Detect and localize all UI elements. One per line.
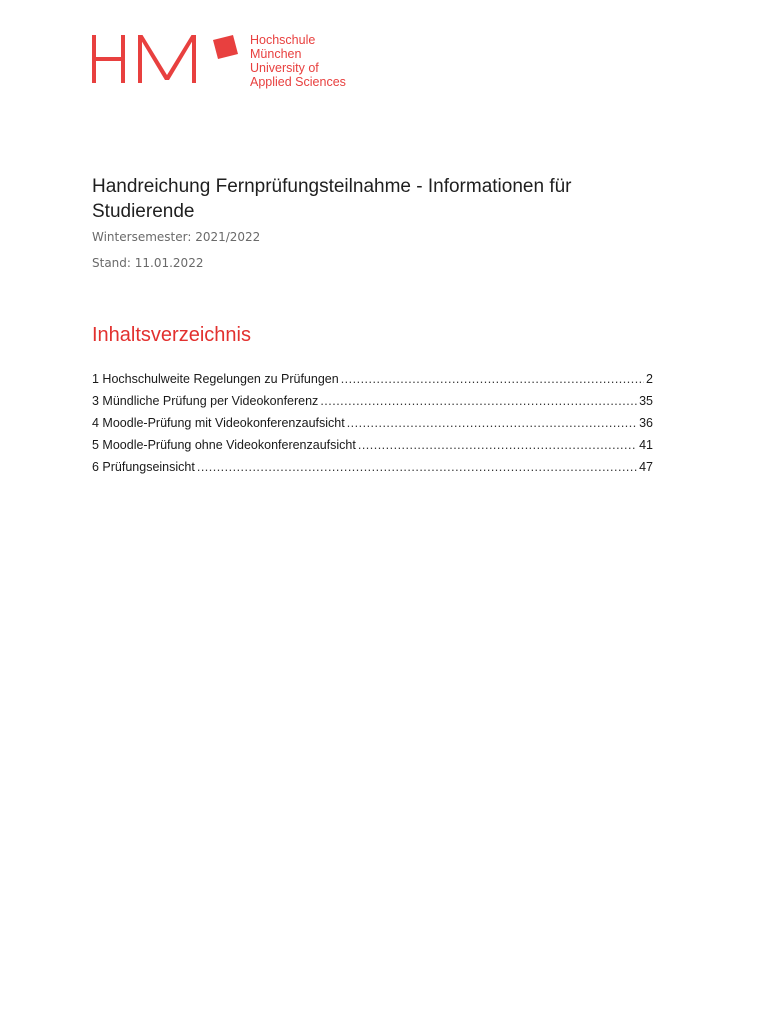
toc-entry[interactable] — [92, 394, 653, 416]
logo-line-1: Hochschule — [250, 33, 316, 47]
toc-entry-page: 35 — [639, 394, 653, 408]
toc-entry[interactable] — [92, 372, 653, 394]
toc-dot-leader — [347, 416, 637, 430]
hm-logo — [92, 33, 372, 93]
toc-entry[interactable] — [92, 438, 653, 460]
toc-dot-leader — [358, 438, 637, 452]
logo-line-4: Applied Sciences — [250, 75, 346, 89]
semester-text: Wintersemester: 2021/2022 — [92, 230, 261, 244]
toc-entry[interactable] — [92, 460, 653, 482]
toc-dot-leader — [341, 372, 644, 386]
hm-logo-mark — [92, 33, 242, 85]
logo-line-2: München — [250, 47, 302, 61]
toc-dot-leader — [197, 460, 637, 474]
toc-heading: Inhaltsverzeichnis — [92, 324, 251, 346]
toc-entry-label: 6 Prüfungseinsicht — [92, 460, 195, 474]
toc-entry-label: 5 Moodle-Prüfung ohne Videokonferenzaufsicht — [92, 438, 356, 452]
toc-entry-page: 36 — [639, 416, 653, 430]
toc-entry-page: 2 — [646, 372, 653, 386]
toc-entry[interactable] — [92, 416, 653, 438]
toc-entry-label: 4 Moodle-Prüfung mit Videokonferenzaufsicht — [92, 416, 345, 430]
toc-dot-leader — [320, 394, 637, 408]
toc-entry-page: 41 — [639, 438, 653, 452]
toc-entry-label: 3 Mündliche Prüfung per Videokonferenz — [92, 394, 319, 408]
toc-entry-page: 47 — [639, 460, 653, 474]
table-of-contents — [92, 372, 653, 482]
document-title: Handreichung Fernprüfungsteilnahme - Informationen für Studierende — [92, 176, 572, 222]
stand-date-text: Stand: 11.01.2022 — [92, 256, 204, 270]
hm-logo-wordmark — [250, 33, 346, 89]
toc-entry-label: 1 Hochschulweite Regelungen zu Prüfungen — [92, 372, 339, 386]
logo-line-3: University of — [250, 61, 319, 75]
